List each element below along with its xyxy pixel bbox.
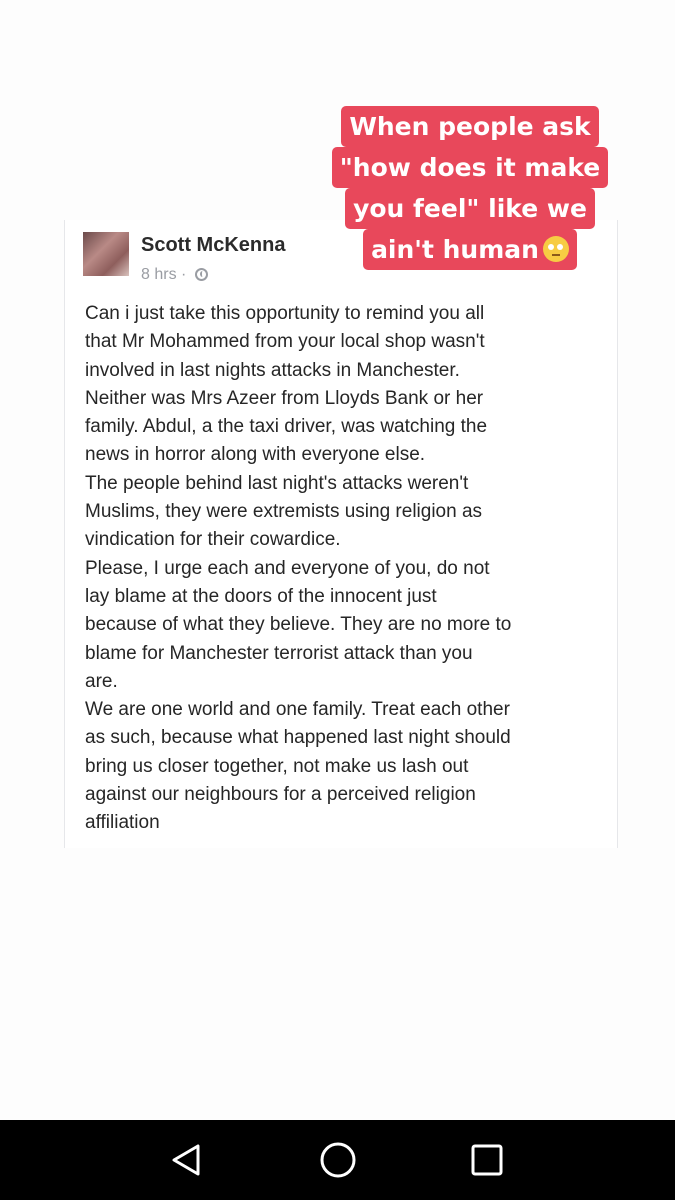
avatar [83, 232, 129, 276]
post-body: Can i just take this opportunity to remind you all that Mr Mohammed from your local shop wasn't involved in last nights attacks in Manchester. Neither was Mrs Azeer from Lloyds Bank or her family. Abdul, a the taxi driver, was watching the news in horror along with everyone else. The people behind last night's attacks weren't Muslims, they were extremists using religion as vindication for their cowardice. Please, I urge each and everyone of you, do not lay blame at the doors of the innocent just because of what they believe. They are no more to blame for Manchester terrorist attack than you are. We are one world and one family. Treat each other as such, because what happened last night should bring us closer together, not make us lash out against our neighbours for a perceived religion affiliation [85, 303, 512, 834]
caption-line-3: you feel" like we [345, 188, 595, 229]
caption-line-1: When people ask [341, 106, 598, 147]
facebook-post-screenshot [64, 220, 618, 848]
post-time: 8 hrs · [141, 266, 191, 283]
caption-line-2: "how does it make [332, 147, 608, 188]
home-button[interactable] [318, 1140, 358, 1180]
recent-apps-button[interactable] [467, 1140, 507, 1180]
globe-icon [195, 268, 208, 281]
caption-line-4 [363, 229, 577, 270]
back-triangle-icon [168, 1140, 208, 1180]
back-button[interactable] [168, 1140, 208, 1180]
android-nav-bar [0, 1120, 675, 1200]
eye-roll-emoji-icon [543, 236, 569, 262]
caption-line-4-text: ain't human [371, 235, 539, 264]
home-circle-icon [318, 1140, 358, 1180]
post-author: Scott McKenna [141, 234, 286, 256]
recent-square-icon [467, 1140, 507, 1180]
post-meta [141, 266, 208, 284]
story-caption [322, 106, 618, 270]
